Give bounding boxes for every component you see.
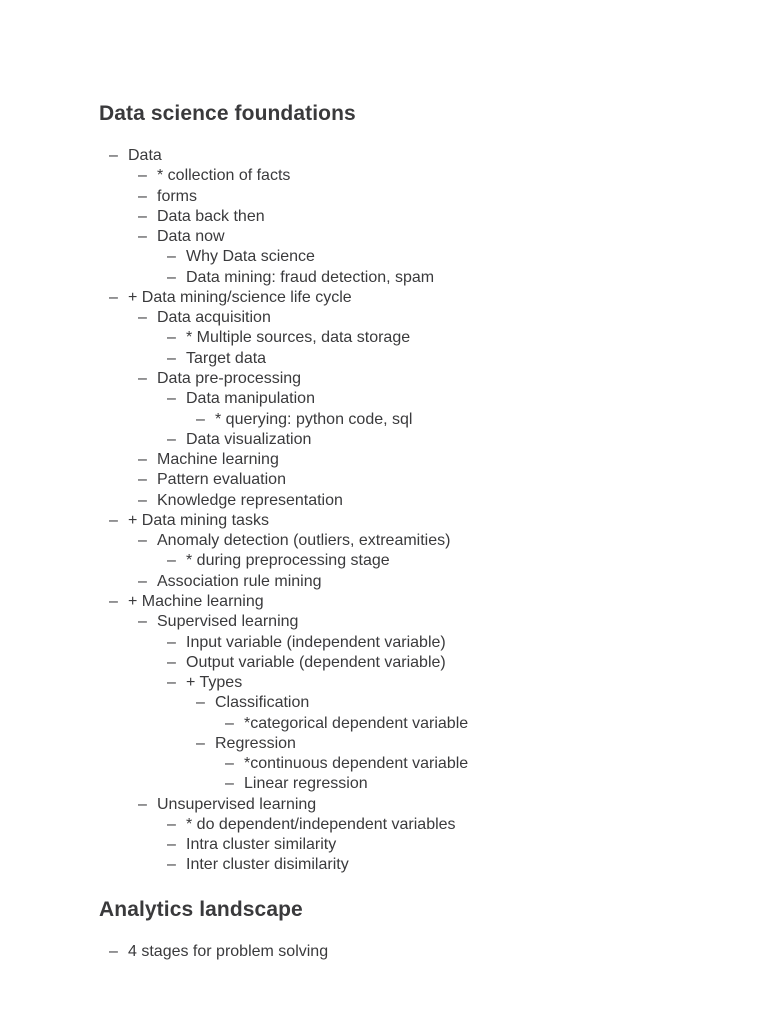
section-title: Analytics landscape [99, 898, 303, 921]
outline-item[interactable] [109, 146, 162, 166]
outline-item-text: Data acquisition [157, 309, 271, 327]
outline-item[interactable] [138, 166, 290, 186]
dash-bullet-icon: – [167, 653, 176, 671]
outline-item[interactable] [196, 693, 309, 713]
dash-bullet-icon: – [167, 633, 176, 651]
dash-bullet-icon: – [138, 309, 147, 327]
outline-item-text: Output variable (dependent variable) [186, 653, 446, 671]
outline-item-text: Linear regression [244, 775, 368, 793]
outline-item[interactable] [138, 187, 197, 207]
outline-item-text: * Multiple sources, data storage [186, 329, 411, 347]
dash-bullet-icon: – [138, 613, 147, 631]
dash-bullet-icon: – [225, 755, 234, 773]
dash-bullet-icon: – [167, 268, 176, 286]
dash-bullet-icon: – [225, 775, 234, 793]
dash-bullet-icon: – [167, 390, 176, 408]
dash-bullet-icon: – [167, 248, 176, 266]
dash-bullet-icon: – [109, 288, 118, 306]
outline-item[interactable] [109, 288, 352, 308]
outline-item[interactable] [138, 207, 265, 227]
outline-item-text: Machine learning [157, 451, 279, 469]
outline-item[interactable] [138, 795, 316, 815]
dash-bullet-icon: – [138, 491, 147, 509]
outline-item[interactable] [109, 942, 328, 962]
dash-bullet-icon: – [138, 370, 147, 387]
outline-item-text: Data manipulation [186, 390, 315, 408]
outline-item-text: Anomaly detection (outliers, extreamities) [157, 532, 451, 550]
outline-item-text: Data pre-processing [157, 370, 302, 387]
dash-bullet-icon: – [167, 329, 176, 347]
dash-bullet-icon: – [225, 714, 234, 732]
outline-item[interactable] [167, 349, 266, 369]
outline-item[interactable] [138, 612, 298, 632]
dash-bullet-icon: – [167, 349, 176, 367]
outline-item[interactable] [167, 815, 456, 835]
dash-bullet-icon: – [138, 228, 147, 246]
outline-item[interactable] [167, 389, 315, 409]
outline-item[interactable] [167, 551, 390, 571]
outline-item-text: *categorical dependent variable [244, 714, 469, 732]
outline-item[interactable] [167, 673, 242, 693]
dash-bullet-icon: – [138, 471, 147, 489]
dash-bullet-icon: – [138, 167, 147, 185]
outline-item-text: Pattern evaluation [157, 471, 286, 489]
dash-bullet-icon: – [167, 430, 176, 448]
outline-item[interactable] [167, 430, 311, 450]
dash-bullet-icon: – [109, 592, 118, 610]
dash-bullet-icon: – [167, 856, 176, 874]
outline-item[interactable] [138, 491, 343, 511]
outline-item[interactable] [225, 774, 368, 794]
outline-item-text: Inter cluster disimilarity [186, 856, 349, 874]
outline-item[interactable] [138, 369, 301, 389]
outline-item[interactable] [109, 592, 264, 612]
dash-bullet-icon: – [109, 147, 118, 164]
outline-item-text: Data now [157, 228, 225, 246]
outline-item-text: * querying: python code, sql [215, 410, 413, 428]
outline-item[interactable] [225, 754, 468, 774]
outline-item[interactable] [167, 835, 336, 855]
dash-bullet-icon: – [196, 734, 205, 752]
outline-item-text: Association rule mining [157, 572, 322, 590]
dash-bullet-icon: – [109, 943, 118, 960]
outline-item-text: Classification [215, 694, 310, 712]
outline-item-text: Target data [186, 349, 267, 367]
outline-item-text: Unsupervised learning [157, 795, 317, 813]
dash-bullet-icon: – [167, 836, 176, 854]
section-title: Data science foundations [99, 102, 356, 125]
outline-item-text: + Machine learning [128, 592, 264, 610]
outline-item[interactable] [167, 247, 315, 267]
outline-item[interactable] [167, 633, 446, 653]
outline-item[interactable] [138, 531, 450, 551]
dash-bullet-icon: – [167, 815, 176, 833]
outline-item-text: Supervised learning [157, 613, 299, 631]
dash-bullet-icon: – [138, 795, 147, 813]
outline-item-text: Data visualization [186, 430, 312, 448]
dash-bullet-icon: – [138, 572, 147, 590]
outline-item-text: * during preprocessing stage [186, 552, 390, 570]
outline-item[interactable] [138, 572, 322, 592]
outline-item-text: forms [157, 187, 197, 205]
outline-item[interactable] [138, 308, 271, 328]
dash-bullet-icon: – [167, 674, 176, 691]
dash-bullet-icon: – [138, 532, 147, 550]
outline-item-text: Intra cluster similarity [186, 836, 337, 854]
outline-item-text: *continuous dependent variable [244, 755, 469, 773]
outline-item-text: Data [128, 147, 162, 164]
outline-item[interactable] [225, 714, 468, 734]
dash-bullet-icon: – [196, 410, 205, 428]
outline-item-text: Regression [215, 734, 296, 752]
outline-item-text: + Data mining tasks [128, 511, 269, 529]
outline-item-text: * do dependent/independent variables [186, 815, 456, 833]
outline-item-text: 4 stages for problem solving [128, 943, 329, 960]
outline-item-text: Data mining: fraud detection, spam [186, 268, 435, 286]
outline-item-text: Why Data science [186, 248, 315, 266]
outline-item[interactable] [196, 410, 412, 430]
outline-item-text: * collection of facts [157, 167, 291, 185]
dash-bullet-icon: – [138, 451, 147, 469]
outline-item-text: + Data mining/science life cycle [128, 288, 352, 306]
dash-bullet-icon: – [167, 552, 176, 570]
dash-bullet-icon: – [138, 207, 147, 225]
outline-item[interactable] [167, 328, 410, 348]
outline-item[interactable] [167, 268, 434, 288]
dash-bullet-icon: – [138, 187, 147, 205]
outline-item[interactable] [109, 511, 269, 531]
outline-item-text: Input variable (independent variable) [186, 633, 446, 651]
outline-item[interactable] [138, 470, 286, 490]
dash-bullet-icon: – [109, 511, 118, 529]
outline-item[interactable] [138, 227, 225, 247]
outline-item[interactable] [196, 734, 296, 754]
outline-item[interactable] [138, 450, 279, 470]
outline-item[interactable] [167, 855, 349, 875]
outline-item-text: Knowledge representation [157, 491, 343, 509]
outline-item[interactable] [167, 653, 446, 673]
outline-item-text: + Types [186, 674, 243, 691]
outline-item-text: Data back then [157, 207, 265, 225]
dash-bullet-icon: – [196, 694, 205, 712]
